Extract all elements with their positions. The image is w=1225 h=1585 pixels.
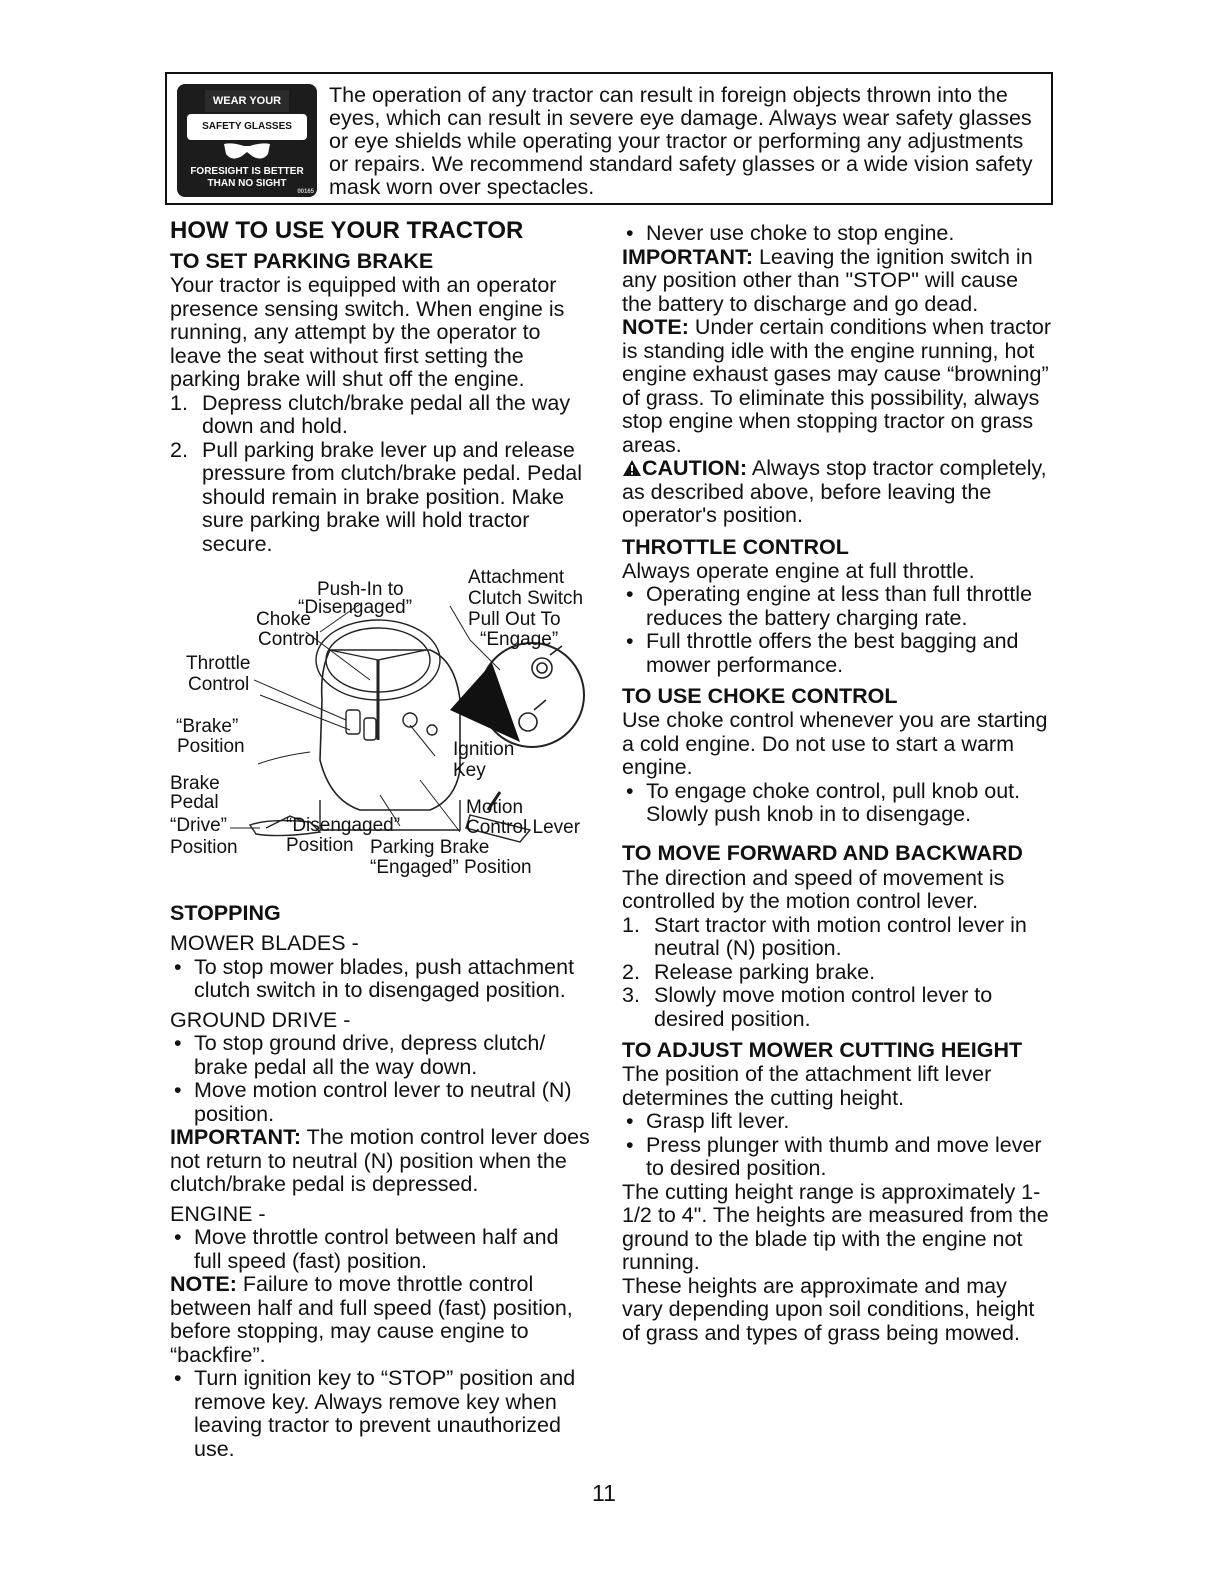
badge-code: 00165 <box>297 189 314 195</box>
list-item-text: Move throttle control between half and full speed (fast) position. <box>194 1225 559 1273</box>
cutting-height-range: The cutting height range is approximately 1-1/2 to 4". The heights are measured from the ground to the blade tip with the engine not running. <box>622 1179 1049 1274</box>
left-column <box>170 216 590 1461</box>
step-number: 2. <box>170 437 188 462</box>
bullet: • <box>174 1031 182 1055</box>
throttle-intro: Always operate engine at full throttle. <box>622 558 975 583</box>
diagram-label-push-in: Push-In to <box>317 579 404 600</box>
move-steps <box>622 914 1052 1032</box>
page-number: 11 <box>592 1480 616 1506</box>
caution-label: CAUTION: <box>642 456 748 480</box>
step-number: 1. <box>622 912 640 937</box>
choke-list <box>622 780 1052 827</box>
list-item-text: Press plunger with thumb and move lever to desired position. <box>646 1132 1042 1180</box>
important-note <box>622 246 1052 317</box>
step-text: Depress clutch/brake pedal all the way down and hold. <box>202 390 571 438</box>
bullet: • <box>626 778 634 803</box>
diagram-label-throttle: Throttle <box>186 653 251 674</box>
cutting-height-heading: TO ADJUST MOWER CUTTING HEIGHT <box>622 1038 1023 1062</box>
diagram-label-disengaged-2: “Disengaged” <box>286 815 401 836</box>
ground-drive-subheading: GROUND DRIVE - <box>170 1007 351 1032</box>
note-text: Under certain conditions when tractor is standing idle with the engine running, hot engine exhaust gases may cause “browning” of grass. To eliminate this possibility, always stop engine when stopping tractor on grass areas. <box>622 315 1051 457</box>
throttle-heading: THROTTLE CONTROL <box>622 534 849 559</box>
list-item-text: Turn ignition key to “STOP” position and remove key. Always remove key when leaving tractor to prevent unauthorized use. <box>194 1366 576 1461</box>
diagram-label-attachment: Attachment <box>468 567 565 588</box>
right-column <box>622 222 1052 1345</box>
list-item <box>622 630 1052 677</box>
list-item <box>170 392 590 439</box>
diagram-label-brake-position: Position <box>177 736 245 757</box>
step-number: 3. <box>622 983 640 1007</box>
tractor-controls-diagram <box>170 560 590 890</box>
important-note <box>170 1126 590 1197</box>
engine-subheading: ENGINE - <box>170 1201 266 1226</box>
list-item <box>622 984 1052 1031</box>
bullet: • <box>174 954 182 979</box>
list-item-text: To stop mower blades, push attachment clutch switch in to disengaged position. <box>194 954 575 1002</box>
bullet: • <box>626 582 634 606</box>
throttle-list <box>622 583 1052 677</box>
diagram-label-drive-position: Position <box>170 837 238 858</box>
diagram-label-control-lever: Control Lever <box>466 817 581 838</box>
bullet: • <box>626 1132 634 1157</box>
browning-note <box>622 316 1052 457</box>
caution-note <box>622 457 1052 528</box>
bullet: • <box>626 1109 634 1133</box>
diagram-label-choke: Choke <box>256 609 311 630</box>
engine-list-2 <box>170 1367 590 1461</box>
diagram-label-throttle-control: Control <box>188 674 250 695</box>
diagram-label-pedal: Pedal <box>170 792 219 813</box>
diagram-label-disengaged: “Disengaged” <box>298 597 413 618</box>
safety-notice-text: The operation of any tractor can result in foreign objects thrown into the eyes, which can result in severe eye damage. Always wear safety glasses or eye shields while operating your tractor or performing any adjustments or repairs. We recommend standard safety glasses or a wide vision safety mask worn over spectacles. <box>329 83 1033 199</box>
important-label: IMPORTANT: <box>622 244 753 269</box>
diagram-label-pull-out: Pull Out To <box>468 609 561 630</box>
list-item <box>622 222 1052 246</box>
caution-triangle-icon <box>622 459 642 477</box>
diagram-label-clutch-switch: Clutch Switch <box>468 588 584 609</box>
step-number: 2. <box>622 959 640 984</box>
important-label: IMPORTANT: <box>170 1125 301 1149</box>
section-title: HOW TO USE YOUR TRACTOR <box>170 217 524 244</box>
step-number: 1. <box>170 390 188 415</box>
diagram-label-brake-pedal: Brake <box>170 773 220 794</box>
list-item <box>622 583 1052 630</box>
list-item <box>622 1110 1052 1134</box>
list-item <box>170 1226 590 1273</box>
list-item-text: To engage choke control, pull knob out. Slowly push knob in to disengage. <box>646 778 1021 826</box>
list-item <box>622 961 1052 985</box>
note-label: NOTE: <box>622 315 689 339</box>
badge-bottom-text: FORESIGHT IS BETTER THAN NO SIGHT <box>190 166 304 189</box>
list-item-text: Never use choke to stop engine. <box>646 221 955 245</box>
cutting-height-note: These heights are approximate and may vary depending upon soil conditions, height of grass and types of grass being mowed. <box>622 1273 1035 1345</box>
step-text: Slowly move motion control lever to desired position. <box>654 983 993 1031</box>
list-item <box>170 439 590 557</box>
list-item-text: Grasp lift lever. <box>646 1109 790 1133</box>
choke-heading: TO USE CHOKE CONTROL <box>622 684 898 708</box>
diagram-label-choke-control: Control <box>258 629 320 650</box>
note-label: NOTE: <box>170 1272 237 1296</box>
diagram-label-ignition: Ignition <box>453 739 515 760</box>
list-item <box>170 1079 590 1126</box>
important-text: The motion control lever does not return to neutral (N) position when the clutch/brake pedal is depressed. <box>170 1125 590 1196</box>
step-text: Start tractor with motion control lever in neutral (N) position. <box>654 912 1027 960</box>
diagram-label-key: Key <box>453 760 486 781</box>
diagram-label-engage: “Engage” <box>480 629 559 650</box>
diagram-label-brake: “Brake” <box>176 716 239 737</box>
bullet: • <box>174 1225 182 1249</box>
list-item <box>170 956 590 1003</box>
diagram-label-drive: “Drive” <box>170 815 227 836</box>
move-intro: The direction and speed of movement is controlled by the motion control lever. <box>622 865 1005 913</box>
mower-blades-subheading: MOWER BLADES - <box>170 931 359 955</box>
list-item-text: To stop ground drive, depress clutch/ brake pedal all the way down. <box>194 1031 546 1079</box>
diagram-label-parking-brake: Parking Brake <box>370 837 490 858</box>
list-item <box>622 914 1052 961</box>
mower-blades-list <box>170 956 590 1003</box>
safety-notice-box <box>165 72 1053 205</box>
diagram-label-disengaged-position: Position <box>286 835 354 856</box>
bullet: • <box>626 221 634 245</box>
caution-text: Always stop tractor completely, as described above, before leaving the operator's position. <box>622 456 1047 527</box>
list-item-text: Full throttle offers the best bagging and mower performance. <box>646 629 1019 677</box>
safety-glasses-badge <box>177 84 317 197</box>
safety-glasses-icon <box>222 140 272 169</box>
step-text: Pull parking brake lever up and release pressure from clutch/brake pedal. Pedal should remain in brake position. Make sure parking brake will hold tractor secure. <box>202 437 583 556</box>
engine-list <box>170 1226 590 1273</box>
list-item-text: Move motion control lever to neutral (N) position. <box>194 1078 572 1126</box>
diagram-label-motion: Motion <box>466 797 524 818</box>
parking-brake-intro: Your tractor is equipped with an operator presence sensing switch. When engine is running, any attempt by the operator to leave the seat without first setting the parking brake will shut off the engine. <box>170 273 565 391</box>
stopping-heading: STOPPING <box>170 901 281 925</box>
parking-brake-steps <box>170 392 590 557</box>
list-item-text: Operating engine at less than full throttle reduces the battery charging rate. <box>646 582 1033 630</box>
choke-intro: Use choke control whenever you are starting a cold engine. Do not use to start a warm engine. <box>622 708 1048 779</box>
list-item <box>622 1134 1052 1181</box>
ground-drive-list <box>170 1032 590 1126</box>
diagram-label-engaged-position: “Engaged” Position <box>370 857 532 878</box>
cutting-height-list <box>622 1110 1052 1181</box>
parking-brake-heading: TO SET PARKING BRAKE <box>170 249 434 273</box>
bullet: • <box>626 629 634 653</box>
note-text: Failure to move throttle control between half and full speed (fast) position, before stopping, may cause engine to “backfire”. <box>170 1272 573 1367</box>
bullet: • <box>174 1078 182 1102</box>
cutting-height-intro: The position of the attachment lift lever determines the cutting height. <box>622 1062 992 1110</box>
list-item <box>170 1032 590 1079</box>
important-text: Leaving the ignition switch in any position other than "STOP" will cause the battery to discharge and go dead. <box>622 244 1033 316</box>
badge-top-text: WEAR YOUR <box>205 90 289 112</box>
engine-note <box>170 1273 590 1367</box>
list-item <box>622 780 1052 827</box>
choke-warning-list <box>622 222 1052 246</box>
badge-mid-text: SAFETY GLASSES <box>187 114 307 140</box>
bullet: • <box>174 1366 182 1390</box>
move-heading: TO MOVE FORWARD AND BACKWARD <box>622 840 1023 865</box>
step-text: Release parking brake. <box>654 959 876 984</box>
list-item <box>170 1367 590 1461</box>
